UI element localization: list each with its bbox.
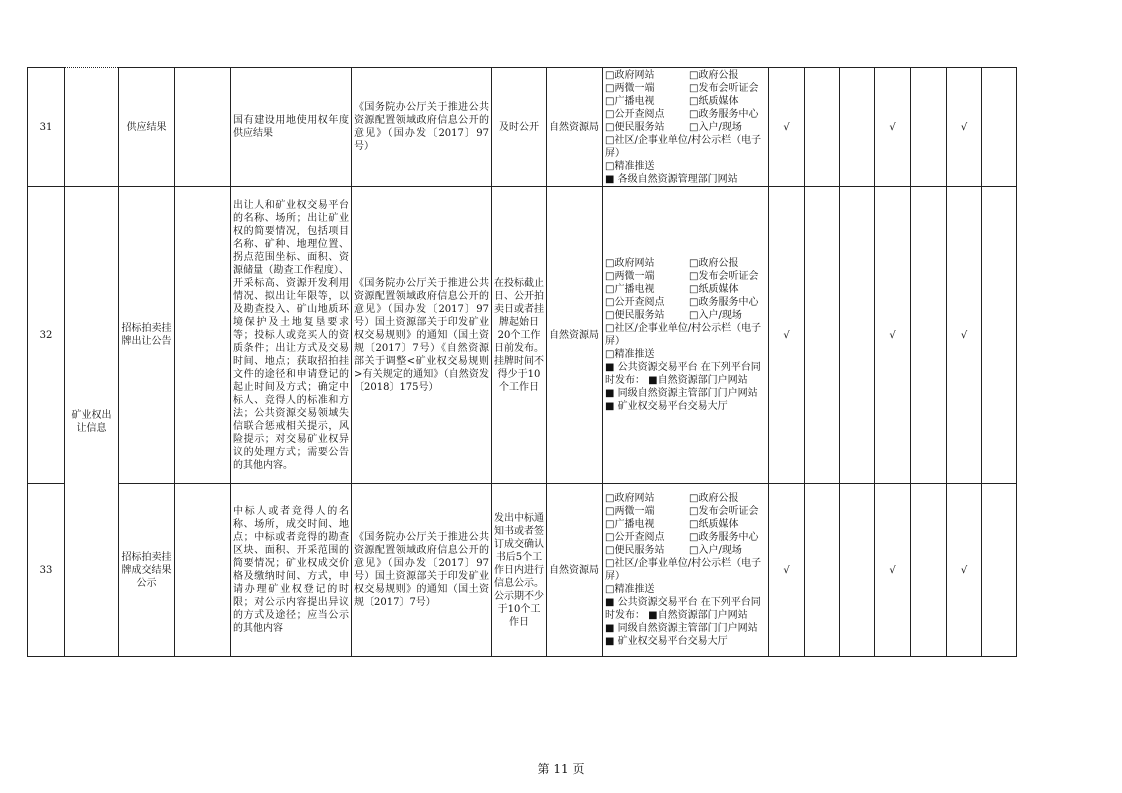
check-mark: √	[947, 187, 982, 484]
channel-option: □发布会听证会	[689, 506, 759, 517]
disclosure-time: 发出中标通知书或者签订成交确认书后5个工作日内进行信息公示。公示期不少于10个工作日	[492, 484, 547, 657]
channel-option: □政府网站	[605, 69, 655, 81]
channel-option: □发布会听证会	[689, 271, 759, 282]
disclosure-content: 出让人和矿业权交易平台的名称、场所；出让矿业权的简要情况，包括项目名称、矿种、地理位置、拐点范围坐标、面积、资源储量（勘查工作程度）、开采标高、资源开发利用情况、拟出让年限等，以及勘查投入、矿山地质环境保护及土地复垦要求等；投标人或竞买人的资质条件；出让方式及交易时间、地点；获取招拍挂文件的途径和申请登记的起止时间及方式；确定中标人、竞得人的标准和方法；公共资源交易领域失信联合惩戒相关提示，风险提示；对交易矿业权异议的处理方式；需要公告的其他内容。	[231, 187, 352, 484]
check-mark	[982, 68, 1017, 187]
channel-option: □便民服务站	[605, 545, 665, 556]
item-name: 招标拍卖挂牌成交结果公示	[119, 484, 175, 657]
row-number: 31	[28, 68, 65, 187]
item-name: 招标拍卖挂牌出让公告	[119, 187, 175, 484]
disclosure-subject: 自然资源局	[547, 187, 603, 484]
channel-grid	[605, 492, 766, 557]
channel-option: □政务服务中心	[689, 532, 759, 543]
check-mark: √	[947, 484, 982, 657]
channel-option: □广播电视	[605, 95, 655, 107]
subitem-cell	[175, 484, 231, 657]
channel-option: □社区/企事业单位/村公示栏（电子屏）	[605, 134, 762, 159]
item-name: 供应结果	[119, 68, 175, 187]
channel-option: □发布会听证会	[689, 82, 759, 94]
channel-option: ■ 矿业权交易平台交易大厅	[605, 636, 728, 647]
channel-option: □政府公报	[689, 258, 739, 269]
table-row	[28, 484, 1017, 657]
channel-option: □广播电视	[605, 519, 655, 530]
channel-option: □社区/企事业单位/村公示栏（电子屏）	[605, 323, 762, 347]
disclosure-time: 及时公开	[492, 68, 547, 187]
channel-option: □便民服务站	[605, 310, 665, 321]
channel-option: □精准推送	[605, 160, 655, 172]
channel-option: □政务服务中心	[689, 108, 759, 120]
disclosure-subject: 自然资源局	[547, 68, 603, 187]
disclosure-basis: 《国务院办公厅关于推进公共资源配置领域政府信息公开的意见》（国办发〔2017〕97号）国土资源部关于印发矿业权交易规则》的通知（国土资规〔2017〕7号）	[352, 484, 492, 657]
subitem-cell	[175, 68, 231, 187]
category-cell	[65, 68, 119, 187]
check-mark	[911, 68, 947, 187]
channel-option: □两微一端	[605, 506, 655, 517]
check-mark	[982, 187, 1017, 484]
check-mark: √	[875, 187, 911, 484]
channel-option: □政务服务中心	[689, 297, 759, 308]
disclosure-channels	[603, 68, 769, 187]
channel-option: □广播电视	[605, 284, 655, 295]
channel-option: □社区/企事业单位/村公示栏（电子屏）	[605, 558, 762, 582]
check-mark	[840, 187, 875, 484]
channel-option: ■ 公共资源交易平台 在下列平台同时发布： ■自然资源部门户网站	[605, 362, 761, 386]
channel-option: □公开查阅点	[605, 297, 665, 308]
channel-option: ■ 公共资源交易平台 在下列平台同时发布： ■自然资源部门户网站	[605, 597, 761, 621]
check-mark: √	[947, 68, 982, 187]
subitem-cell	[175, 187, 231, 484]
channel-option: □政府网站	[605, 258, 655, 269]
check-mark	[805, 187, 840, 484]
check-mark	[805, 484, 840, 657]
channel-option: □入户/现场	[689, 121, 742, 133]
channel-option: □两微一端	[605, 271, 655, 282]
disclosure-content: 国有建设用地使用权年度供应结果	[231, 68, 352, 187]
channel-option: □纸质媒体	[689, 284, 739, 295]
channel-option: ■ 同级自然资源主管部门门户网站	[605, 388, 758, 399]
page-number: 第 11 页	[537, 762, 585, 776]
check-mark: √	[769, 187, 805, 484]
channel-option: □精准推送	[605, 584, 655, 595]
disclosure-channels	[603, 484, 769, 657]
channel-option: □纸质媒体	[689, 95, 739, 107]
channel-option: □公开查阅点	[605, 532, 665, 543]
channel-option: □政府网站	[605, 493, 655, 504]
table-row	[28, 187, 1017, 484]
check-mark: √	[769, 484, 805, 657]
disclosure-channels	[603, 187, 769, 484]
channel-option: □政府公报	[689, 69, 739, 81]
check-mark: √	[769, 68, 805, 187]
check-mark	[840, 484, 875, 657]
channel-option: □政府公报	[689, 493, 739, 504]
check-mark	[982, 484, 1017, 657]
channel-option: □公开查阅点	[605, 108, 665, 120]
disclosure-table	[27, 67, 1017, 657]
disclosure-time: 在投标截止日、公开拍卖日或者挂牌起始日20个工作日前发布。挂牌时间不得少于10个工作日	[492, 187, 547, 484]
check-mark: √	[875, 68, 911, 187]
check-mark	[805, 68, 840, 187]
row-number: 33	[28, 484, 65, 657]
channel-option: □入户/现场	[689, 310, 742, 321]
channel-grid	[605, 257, 766, 322]
channel-option: □纸质媒体	[689, 519, 739, 530]
disclosure-subject: 自然资源局	[547, 484, 603, 657]
disclosure-basis: 《国务院办公厅关于推进公共资源配置领域政府信息公开的意见》（国办发〔2017〕97号）	[352, 68, 492, 187]
channel-option: □精准推送	[605, 349, 655, 360]
channel-option: □便民服务站	[605, 121, 665, 133]
channel-option: □入户/现场	[689, 545, 742, 556]
table-row	[28, 68, 1017, 187]
channel-option: ■ 同级自然资源主管部门门户网站	[605, 623, 758, 634]
channel-option: ■ 矿业权交易平台交易大厅	[605, 401, 728, 412]
channel-grid	[605, 69, 766, 134]
disclosure-content: 中标人或者竞得人的名称、场所，成交时间、地点；中标或者竞得的勘查区块、面积、开采范围的简要情况；矿业权成交价格及缴纳时间、方式，申请办理矿业权登记的时限；对公示内容提出异议的方式及途径；应当公示的其他内容	[231, 484, 352, 657]
check-mark: √	[875, 484, 911, 657]
check-mark	[840, 68, 875, 187]
disclosure-basis: 《国务院办公厅关于推进公共资源配置领域政府信息公开的意见》（国办发〔2017〕97号）国土资源部关于印发矿业权交易规则》的通知（国土资规〔2017〕7号）《自然资源部关于调整<矿业权交易规则>有关规定的通知》（自然资发〔2018〕175号）	[352, 187, 492, 484]
check-mark	[911, 187, 947, 484]
channel-option: □两微一端	[605, 82, 655, 94]
check-mark	[911, 484, 947, 657]
row-number: 32	[28, 187, 65, 484]
category-cell: 矿业权出让信息	[65, 187, 119, 657]
channel-option: ■ 各级自然资源管理部门网站	[605, 173, 738, 185]
